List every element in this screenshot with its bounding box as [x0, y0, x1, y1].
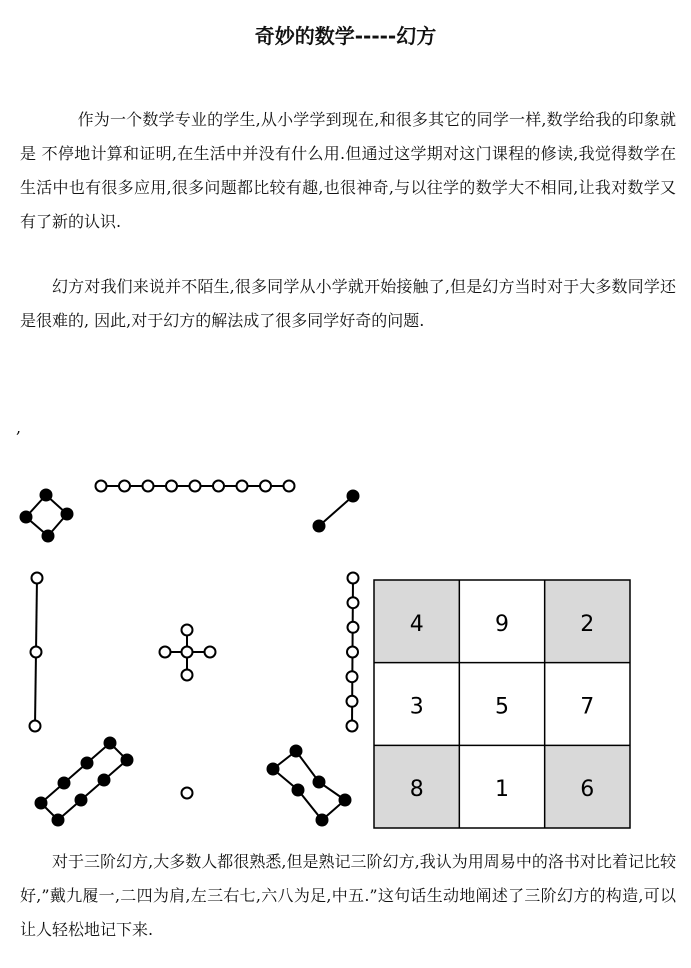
luoshu-group-2 — [314, 491, 359, 532]
magic-cell-value: 9 — [495, 612, 509, 637]
magic-cell-value: 6 — [580, 777, 595, 802]
stray-comma: , — [16, 418, 22, 437]
paragraph-magic-square: 幻方对我们来说并不陌生,很多同学从小学就开始接触了,但是幻方当时对于大多数同学还是很难的, 因此,对于幻方的解法成了很多同学好奇的问题. — [20, 277, 676, 330]
magic-cell-value: 5 — [495, 694, 509, 720]
luoshu-diagram — [0, 462, 372, 842]
magic-cell-5 — [459, 663, 544, 746]
magic-cell-1 — [374, 580, 459, 663]
luoshu-group-8 — [36, 738, 133, 826]
magic-square — [373, 579, 631, 830]
magic-cell-9 — [545, 745, 630, 828]
luoshu-group-4 — [21, 490, 73, 542]
luoshu-group-3 — [30, 573, 43, 732]
magic-cell-value: 7 — [580, 694, 595, 720]
magic-cell-value: 8 — [409, 777, 424, 802]
magic-cell-4 — [374, 663, 459, 746]
luoshu-group-5 — [160, 625, 216, 681]
magic-cell-value: 3 — [409, 694, 424, 720]
luoshu-group-7 — [347, 573, 359, 732]
luoshu-group-6 — [268, 746, 351, 826]
magic-cell-value: 4 — [409, 612, 424, 637]
magic-cell-3 — [545, 580, 630, 663]
magic-cell-8 — [459, 745, 544, 828]
magic-cell-value: 2 — [580, 612, 595, 637]
magic-cell-6 — [545, 663, 630, 746]
paragraph-intro: 作为一个数学专业的学生,从小学学到现在,和很多其它的同学一样,数学给我的印象就是 不停地计算和证明,在生活中并没有什么用.但通过这学期对这门课程的修读,我觉得数学在生活中也有很多应用,很多问题都比较有趣,也很神奇,与以往学的数学大不相同,让我对数学又有了新的认识. — [20, 110, 676, 231]
magic-cell-value: 1 — [495, 777, 509, 802]
magic-cell-7 — [374, 745, 459, 828]
page-title: 奇妙的数学-----幻方 — [254, 24, 437, 48]
magic-cell-2 — [459, 580, 544, 663]
luoshu-group-9 — [96, 481, 295, 492]
paragraph-luoshu: 对于三阶幻方,大多数人都很熟悉,但是熟记三阶幻方,我认为用周易中的洛书对比着记比较好,”戴九履一,二四为肩,左三右七,六八为足,中五.”这句话生动地阐述了三阶幻方的构造,可以让人轻松地记下来. — [20, 852, 676, 939]
luoshu-group-1 — [182, 788, 193, 799]
